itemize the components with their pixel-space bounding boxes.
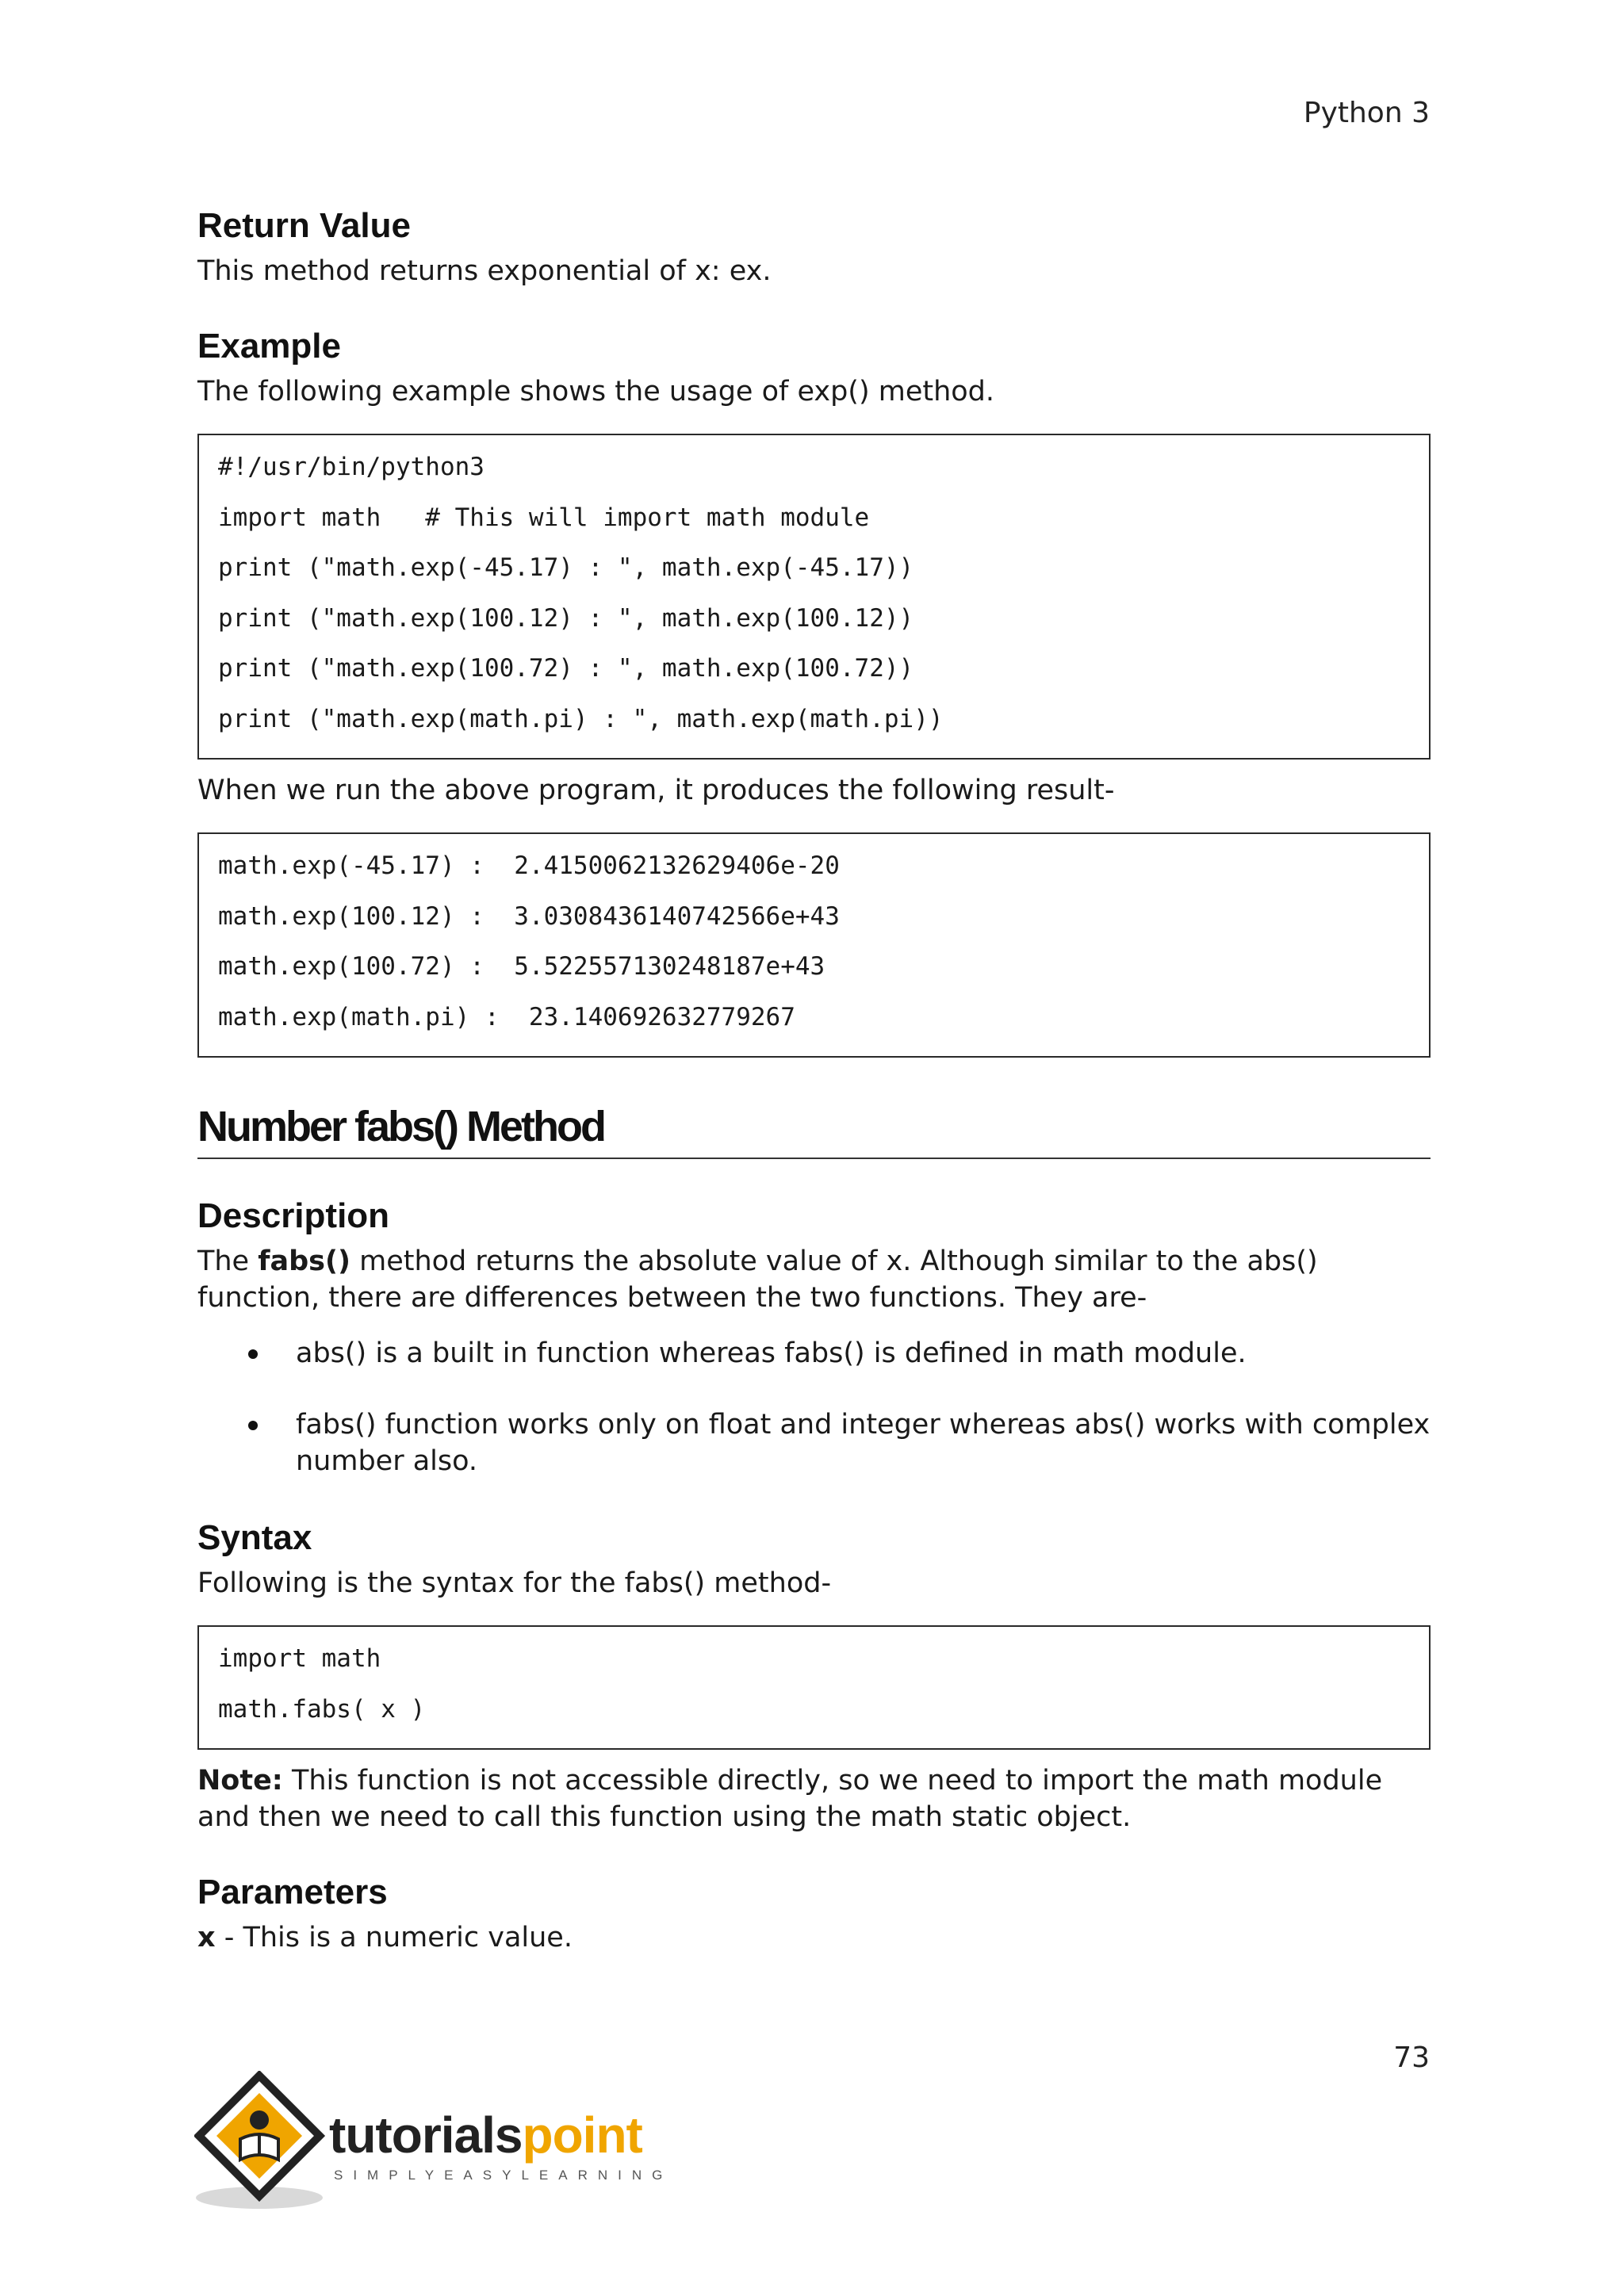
code-line: import math xyxy=(218,1644,381,1673)
example-code-block xyxy=(197,434,1431,760)
code-line: print ("math.exp(math.pi) : ", math.exp(math.pi)) xyxy=(218,704,944,733)
syntax-intro: Following is the syntax for the fabs() method- xyxy=(197,1567,832,1599)
example-intro: The following example shows the usage of exp() method. xyxy=(197,376,995,408)
description-text-start: The xyxy=(197,1246,259,1277)
syntax-heading: Syntax xyxy=(197,1518,312,1557)
logo-wordmark-a: tutorials xyxy=(329,2107,523,2164)
output-line: math.exp(100.72) : 5.522557130248187e+43 xyxy=(218,952,825,981)
bullet-icon xyxy=(248,1349,258,1359)
output-line: math.exp(100.12) : 3.0308436140742566e+43 xyxy=(218,901,840,931)
note-body: This function is not accessible directly, so we need to import the math module and then we need to call this function using the math static object. xyxy=(197,1765,1383,1833)
note-label: Note: xyxy=(197,1765,283,1797)
output-line: math.exp(-45.17) : 2.4150062132629406e-20 xyxy=(218,851,840,880)
logo-diamond-icon xyxy=(194,2071,329,2214)
list-item xyxy=(197,1335,1431,1372)
description-heading: Description xyxy=(197,1196,390,1235)
description-text-end: method returns the absolute value of x. Although similar to the abs() function, there are differences between the two functions. They are- xyxy=(197,1246,1318,1314)
page-header: Python 3 xyxy=(1303,97,1430,129)
list-item xyxy=(197,1406,1431,1479)
result-intro: When we run the above program, it produces the following result- xyxy=(197,775,1115,806)
tutorialspoint-logo xyxy=(194,2071,673,2214)
description-text xyxy=(197,1243,1431,1316)
return-value-text: This method returns exponential of x: ex. xyxy=(197,255,772,287)
example-heading: Example xyxy=(197,327,341,365)
parameters-heading: Parameters xyxy=(197,1873,388,1911)
page-number: 73 xyxy=(1393,2042,1430,2074)
syntax-code-block xyxy=(197,1625,1431,1750)
code-line: math.fabs( x ) xyxy=(218,1694,426,1724)
bullet-icon xyxy=(248,1421,258,1430)
output-line: math.exp(math.pi) : 23.140692632779267 xyxy=(218,1002,795,1031)
fabs-keyword: fabs() xyxy=(258,1246,350,1277)
differences-list xyxy=(197,1335,1431,1479)
logo-tagline: SIMPLYEASYLEARNING xyxy=(334,2168,673,2183)
parameter-description: - This is a numeric value. xyxy=(215,1922,573,1954)
fabs-section-title: Number fabs() Method xyxy=(197,1100,1431,1159)
note-text xyxy=(197,1762,1431,1835)
parameter-name: x xyxy=(197,1922,216,1954)
page-content xyxy=(197,202,1431,1956)
code-line: import math # This will import math module xyxy=(218,503,870,532)
return-value-heading: Return Value xyxy=(197,206,411,245)
list-item-text: abs() is a built in function whereas fabs() is defined in math module. xyxy=(296,1337,1247,1369)
output-block xyxy=(197,832,1431,1058)
code-line: #!/usr/bin/python3 xyxy=(218,453,485,481)
logo-wordmark-b: point xyxy=(522,2107,642,2164)
code-line: print ("math.exp(100.72) : ", math.exp(100.72)) xyxy=(218,654,914,683)
parameter-text xyxy=(197,1919,1431,1956)
logo-wordmark xyxy=(329,2106,642,2164)
code-line: print ("math.exp(-45.17) : ", math.exp(-45.17)) xyxy=(218,553,914,582)
code-line: print ("math.exp(100.12) : ", math.exp(100.12)) xyxy=(218,603,914,633)
list-item-text: fabs() function works only on float and integer whereas abs() works with complex number also. xyxy=(296,1409,1431,1477)
